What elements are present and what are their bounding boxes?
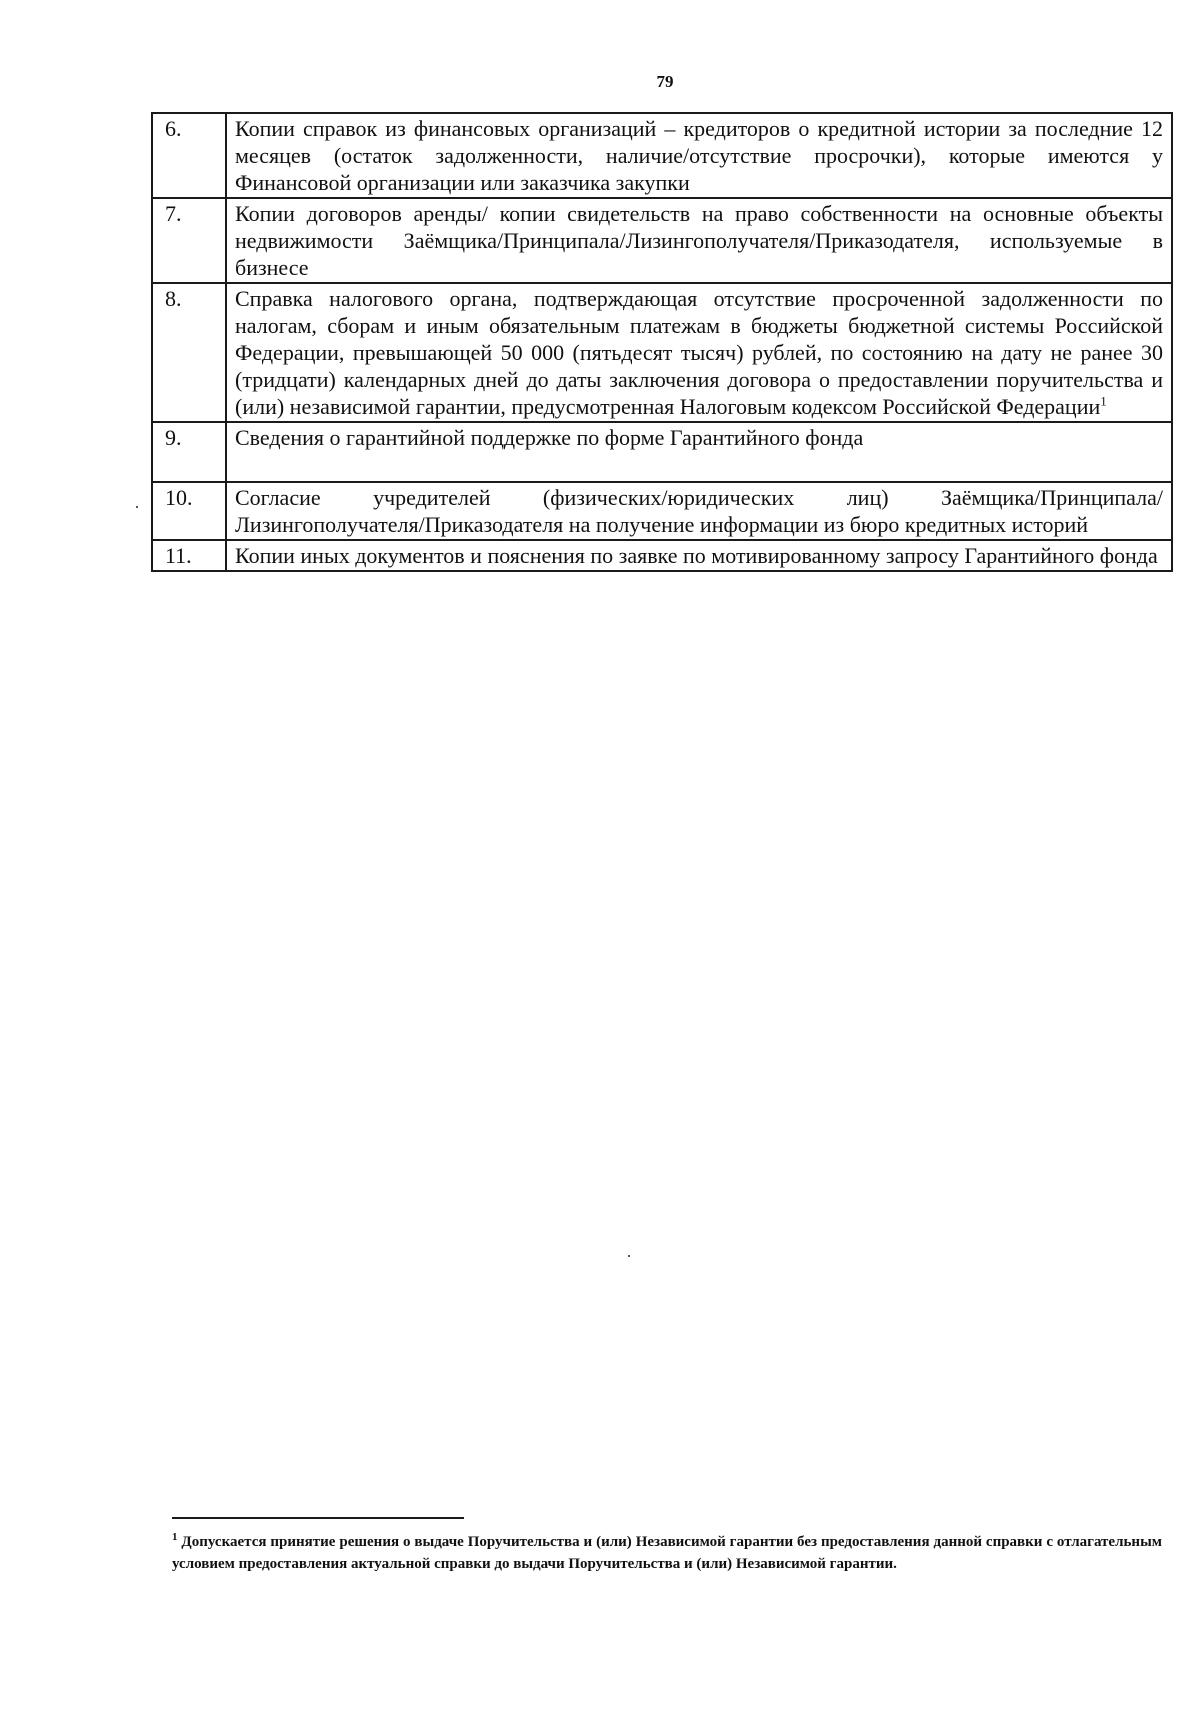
row-number: 6.: [152, 113, 226, 198]
row-number: 7.: [152, 198, 226, 283]
documents-table: [151, 112, 1173, 572]
table-row: [152, 198, 1172, 283]
row-text: Копии иных документов и пояснения по заявке по мотивированному запросу Гарантийного фонда: [226, 540, 1172, 571]
row-text: Сведения о гарантийной поддержке по форме Гарантийного фонда: [226, 422, 1172, 482]
row-number: 10.: [152, 482, 226, 540]
row-text: Согласие учредителей (физических/юридических лиц) Заёмщика/Принципала/Лизингополучателя/Приказодателя на получение информации из бюро кредитных историй: [226, 482, 1172, 540]
row-number: 11.: [152, 540, 226, 571]
row-number: 8.: [152, 283, 226, 422]
footnote-text: Допускается принятие решения о выдаче Поручительства и (или) Независимой гарантии без предоставления данной справки с отлагательным условием предоставления актуальной справки до выдачи Поручительства и (или) Независимой гарантии.: [172, 1534, 1162, 1572]
table-row: [152, 283, 1172, 422]
row-text: Копии справок из финансовых организаций – кредиторов о кредитной истории за последние 12 месяцев (остаток задолженности, наличие/отсутствие просрочки), которые имеются у Финансовой организации или заказчика закупки: [226, 113, 1172, 198]
table-row: [152, 540, 1172, 571]
row-text: Копии договоров аренды/ копии свидетельств на право собственности на основные объекты недвижимости Заёмщика/Принципала/Лизингополучателя/Приказодателя, используемые в бизнесе: [226, 198, 1172, 283]
footnote-marker: 1: [172, 1531, 178, 1543]
row-text-cell: [226, 283, 1172, 422]
page-number: 79: [656, 72, 674, 91]
row-text: Справка налогового органа, подтверждающая отсутствие просроченной задолженности по налогам, сборам и иным обязательным платежам в бюджеты бюджетной системы Российской Федерации, превышающей 50 000 (пятьдесят тысяч) рублей, по состоянию на дату не ранее 30 (тридцати) календарных дней до даты заключения договора о предоставлении поручительства и (или) независимой гарантии, предусмотренная Налоговым кодексом Российской Федерации: [235, 286, 1163, 419]
footnote: [172, 1531, 1162, 1575]
scan-speck: [136, 506, 138, 508]
table-row: [152, 482, 1172, 540]
footnote-separator: [172, 1517, 464, 1519]
table-row: [152, 113, 1172, 198]
row-number: 9.: [152, 422, 226, 482]
footnote-reference[interactable]: 1: [1100, 393, 1107, 409]
table-row: [152, 422, 1172, 482]
scan-speck: [628, 1255, 630, 1257]
